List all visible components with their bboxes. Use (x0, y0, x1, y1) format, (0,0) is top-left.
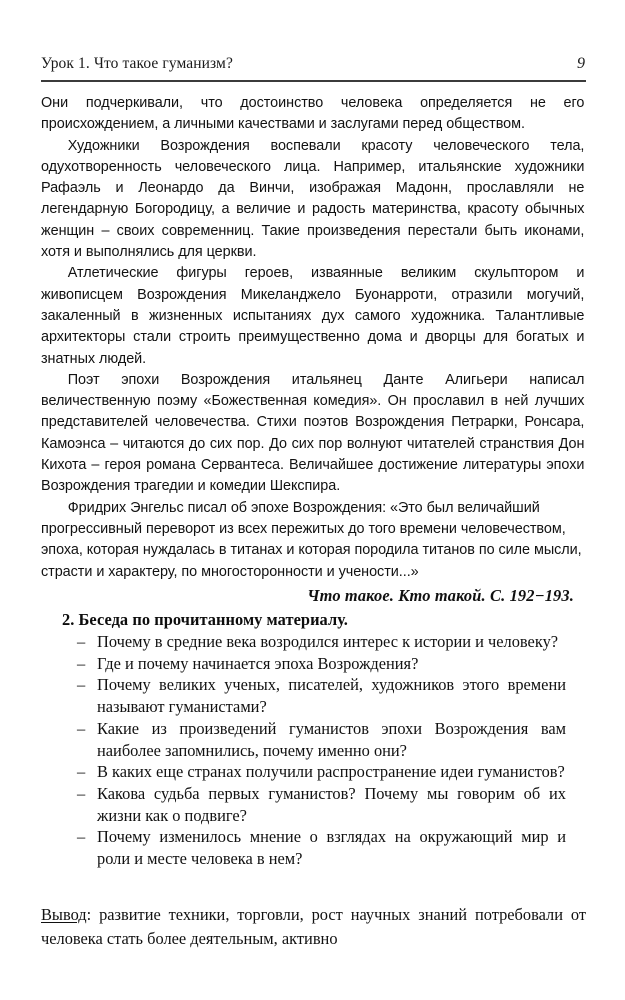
conclusion-text: : развитие техники, торговли, рост научных знаний потребовали от человека стать более деятельным, активно (41, 905, 586, 948)
list-item (77, 631, 566, 653)
dash-bullet: – (77, 827, 86, 847)
running-head-title: Урок 1. Что такое гуманизм? (41, 55, 233, 72)
list-item (77, 761, 566, 783)
dash-bullet: – (77, 762, 86, 782)
list-item (77, 826, 566, 869)
question-text: Какие из произведений гуманистов эпохи Возрождения вам наиболее запомнились, почему именно они? (97, 718, 566, 760)
running-head (41, 54, 585, 73)
dash-bullet: – (77, 783, 86, 803)
question-text: В каких еще странах получили распространение идеи гуманистов? (97, 762, 565, 782)
question-text: Почему великих ученых, писателей, художников этого времени называют гуманистами? (97, 675, 566, 717)
list-item (77, 674, 566, 717)
dash-bullet: – (77, 718, 86, 738)
task-heading: 2. Беседа по прочитанному материалу. (62, 610, 348, 629)
page-number: 9 (577, 55, 585, 72)
question-text: Почему в средние века возродился интерес к истории и человеку? (97, 632, 559, 651)
dash-bullet: – (77, 632, 86, 651)
body-text-block (41, 92, 585, 582)
question-text: Почему изменилось мнение о взглядах на окружающий мир и роли и месте человека в нем? (97, 827, 566, 869)
conclusion-paragraph (41, 903, 586, 951)
paragraph: Фридрих Энгельс писал об эпохе Возрождения: «Это был величайший прогрессивный переворот из всех пережитых до того времени человечеством, эпоха, которая нуждалась в титанах и которая породила титанов по силе мысли, страсти и характеру, по многосторонности и учености...» (41, 498, 582, 580)
question-text: Какова судьба первых гуманистов? Почему мы говорим об их жизни как о подвиге? (97, 783, 566, 825)
paragraph: Атлетические фигуры героев, изваянные великим скульптором и живописцем Возрождения Микеланджело Буонарроти, отразили могучий, закаленный в жизненных испытаниях дух самого художника. Талантливые архитекторы стали строить преимущественно дома и дворцы для богатых и знатных людей. (41, 264, 585, 367)
list-item (77, 653, 566, 675)
dash-bullet: – (77, 653, 86, 673)
paragraph: Художники Возрождения воспевали красоту человеческого тела, одухотворенность человеческого лица. Например, итальянские художники Рафаэль и Леонардо да Винчи, изображая Мадонн, прославляли не легендарную Богородицу, а величие и радость материнства, красоту обычных женщин – своих современниц. Такие произведения перестали быть иконами, хотя и выполнялись для церкви. (41, 136, 585, 261)
question-list (77, 631, 566, 870)
question-text: Где и почему начинается эпоха Возрождения? (97, 653, 419, 673)
source-citation: Что такое. Кто такой. С. 192−193. (307, 586, 574, 605)
list-item (77, 783, 566, 826)
header-divider (41, 80, 586, 82)
conclusion-label: Вывод (41, 905, 87, 924)
dash-bullet: – (77, 675, 86, 695)
list-item (77, 718, 566, 761)
paragraph: Они подчеркивали, что достоинство человека определяется не его происхождением, а личными качествами и заслугами перед обществом. (41, 94, 585, 133)
paragraph: Поэт эпохи Возрождения итальянец Данте Алигьери написал величественную поэму «Божественная комедия». Он прославил в ней лучших представителей человечества. Стихи поэтов Возрождения Петрарки, Ронсара, Камоэнса – читаются до сих пор. До сих пор волнуют читателей странствия Дон Кихота – героя романа Сервантеса. Величайшее достижение литературы эпохи Возрождения трагедии и комедии Шекспира. (41, 370, 585, 495)
